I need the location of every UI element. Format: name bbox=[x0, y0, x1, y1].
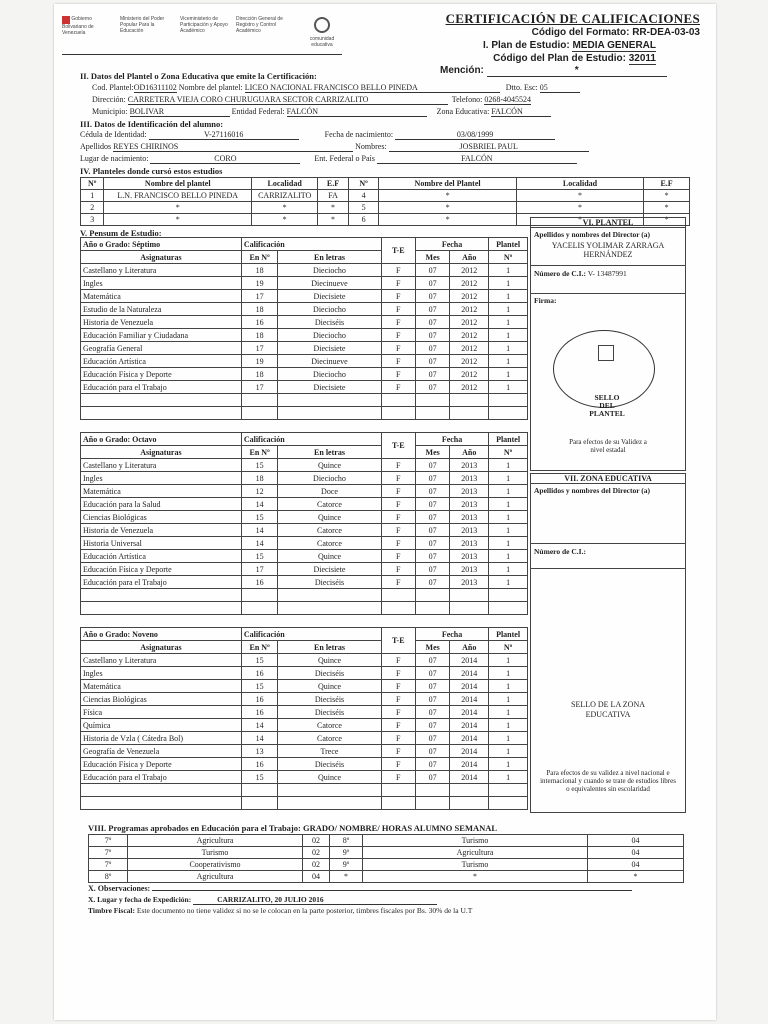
pensum-year-table bbox=[80, 237, 528, 420]
table-row: Química 14 Catorce F 07 2014 1 bbox=[81, 719, 528, 732]
pensum-subheader-row: Asignaturas En Nº En letras Mes Año Nº bbox=[81, 446, 528, 459]
zona-validez: Para efectos de su validez a nivel nacional e internacional y cuando se trate de estudios libres o equivalentes sin escolaridad bbox=[540, 769, 676, 793]
plantel-line-1: Cod. Plantel:OD16311102 Nombre del plantel: LICEO NACIONAL FRANCISCO BELLO PINEDA Dtto. Esc: 05 bbox=[92, 83, 580, 93]
section-plantel: II. Datos del Plantel o Zona Educativa que emite la Certificación: bbox=[80, 71, 317, 81]
plantel-box bbox=[530, 217, 686, 471]
table-row: Castellano y Literatura 15 Quince F 07 2013 1 bbox=[81, 459, 528, 472]
table-row: Ciencias Biológicas 15 Quince F 07 2013 1 bbox=[81, 511, 528, 524]
plantel-box-title: VI. PLANTEL bbox=[531, 218, 685, 228]
plantel-line-3: Municipio: BOLIVAR Entidad Federal: FALCÓN Zona Educativa: FALCÓN bbox=[92, 107, 551, 117]
alumno-line-3: Lugar de nacimiento: CORO Ent. Federal o País FALCÓN bbox=[80, 154, 577, 164]
table-row: Educación Artística 19 Diecinueve F 07 2012 1 bbox=[81, 355, 528, 368]
table-row: 7º Cooperativismo 02 9º Turismo 04 bbox=[89, 859, 684, 871]
plantel-firma-label: Firma: bbox=[531, 293, 685, 307]
empty-row bbox=[81, 784, 528, 797]
plantel-director-name: YACELIS YOLIMAR ZARRAGA HERNÁNDEZ bbox=[551, 241, 665, 259]
table-row: Estudio de la Naturaleza 18 Dieciocho F 07 2012 1 bbox=[81, 303, 528, 316]
header-logos bbox=[62, 12, 342, 52]
zona-box-title: VII. ZONA EDUCATIVA bbox=[531, 474, 685, 484]
plantel-director-label: Apellidos y nombres del Director (a) bbox=[534, 230, 651, 239]
pensum-subheader-row: Asignaturas En Nº En letras Mes Año Nº bbox=[81, 251, 528, 264]
year-label: Año o Grado: Séptimo bbox=[81, 238, 242, 251]
pensum-year-table bbox=[80, 432, 528, 615]
table-row: Educación Física y Deporte 17 Diecisiete F 07 2013 1 bbox=[81, 563, 528, 576]
certificate-page bbox=[54, 4, 716, 1020]
empty-row bbox=[81, 797, 528, 810]
timbre-fiscal: Timbre Fiscal: Este documento no tiene validez si no se le colocan en la parte posterior, timbres fiscales por Bs. 30% de la U.T bbox=[88, 906, 473, 915]
table-row: Ingles 16 Dieciséis F 07 2014 1 bbox=[81, 667, 528, 680]
codigo-plan: Código del Plan de Estudio: 32011 bbox=[493, 53, 656, 64]
empty-row bbox=[81, 394, 528, 407]
table-row: Historia Universal 14 Catorce F 07 2013 1 bbox=[81, 537, 528, 550]
table-row: Ciencias Biológicas 16 Dieciséis F 07 2014 1 bbox=[81, 693, 528, 706]
year-label: Año o Grado: Noveno bbox=[81, 628, 242, 641]
comunidad-icon bbox=[313, 16, 331, 34]
table-row: 1 L.N. FRANCISCO BELLO PINEDA CARRIZALITO FA 4 * * * bbox=[81, 190, 690, 202]
section-programas: VIII. Programas aprobados en Educación para el Trabajo: GRADO/ NOMBRE/ HORAS ALUMNO SEMANAL bbox=[88, 823, 498, 833]
codigo-formato: Código del Formato: RR-DEA-03-03 bbox=[531, 27, 700, 38]
table-row: 8º Agricultura 04 * * * bbox=[89, 871, 684, 883]
section-alumno: III. Datos de Identificación del alumno: bbox=[80, 119, 224, 129]
logo-comunidad: comunidad educativa bbox=[302, 16, 342, 48]
table-row: Geografía de Venezuela 13 Trece F 07 2014 1 bbox=[81, 745, 528, 758]
document-title: CERTIFICACIÓN DE CALIFICACIONES bbox=[445, 11, 700, 26]
table-row: Educación para la Salud 14 Catorce F 07 2013 1 bbox=[81, 498, 528, 511]
logo-ministerio: Ministerio del Poder Popular Para la Educación bbox=[120, 16, 165, 34]
pensum-year-table bbox=[80, 627, 528, 810]
zona-director-label: Apellidos y nombres del Director (a) bbox=[534, 486, 651, 495]
table-row: Educación para el Trabajo 17 Diecisiete F 07 2012 1 bbox=[81, 381, 528, 394]
pensum-header-row: Año o Grado: Octavo Calificación T-E Fecha Plantel bbox=[81, 433, 528, 446]
planteles-header-row: Nº Nombre del plantel Localidad E.F Nº Nombre del Plantel Localidad E.F bbox=[81, 178, 690, 190]
table-row: 7º Agricultura 02 8º Turismo 04 bbox=[89, 835, 684, 847]
plan-estudio: I. Plan de Estudio: MEDIA GENERAL bbox=[483, 40, 656, 51]
empty-row bbox=[81, 407, 528, 420]
plantel-validez: Para efectos de su Validez a nivel estadal bbox=[569, 438, 647, 454]
empty-row bbox=[81, 602, 528, 615]
table-row: 7º Turismo 02 9º Agricultura 04 bbox=[89, 847, 684, 859]
pensum-subheader-row: Asignaturas En Nº En letras Mes Año Nº bbox=[81, 641, 528, 654]
section-planteles: IV. Planteles donde cursó estos estudios bbox=[80, 166, 223, 176]
plantel-ci: Número de C.I.: V- 13487991 bbox=[531, 265, 685, 281]
table-row: Historia de Vzla ( Cátedra Bol) 14 Catorce F 07 2014 1 bbox=[81, 732, 528, 745]
lugar-fecha: X. Lugar y fecha de Expedición: CARRIZALITO, 20 JULIO 2016 bbox=[88, 895, 437, 905]
alumno-line-1: Cédula de Identidad: V-27116016 Fecha de nacimiento: 03/08/1999 bbox=[80, 130, 555, 140]
table-row: Geografía General 17 Diecisiete F 07 2012 1 bbox=[81, 342, 528, 355]
alumno-line-2: Apellidos REYES CHIRINOS Nombres: JOSBRIEL PAUL bbox=[80, 142, 589, 152]
logo-gobierno: Gobierno Bolivariano de Venezuela bbox=[62, 16, 94, 36]
section-pensum: V. Pensum de Estudio: bbox=[80, 228, 162, 238]
pensum-header-row: Año o Grado: Séptimo Calificación T-E Fecha Plantel bbox=[81, 238, 528, 251]
zona-box bbox=[530, 473, 686, 813]
year-label: Año o Grado: Octavo bbox=[81, 433, 242, 446]
table-row: Educación Artística 15 Quince F 07 2013 1 bbox=[81, 550, 528, 563]
table-row: 3 * * * 6 * * * bbox=[81, 214, 690, 226]
table-row: Física 16 Dieciséis F 07 2014 1 bbox=[81, 706, 528, 719]
pensum-header-row: Año o Grado: Noveno Calificación T-E Fecha Plantel bbox=[81, 628, 528, 641]
table-row: Castellano y Literatura 18 Dieciocho F 07 2012 1 bbox=[81, 264, 528, 277]
seal-emblem-icon bbox=[598, 345, 614, 361]
table-row: Castellano y Literatura 15 Quince F 07 2014 1 bbox=[81, 654, 528, 667]
table-row: Educación para el Trabajo 15 Quince F 07 2014 1 bbox=[81, 771, 528, 784]
mencion: Mención: * bbox=[440, 65, 700, 77]
observaciones: X. Observaciones: bbox=[88, 884, 684, 893]
logo-direccion: Dirección General de Registro y Control Académico bbox=[236, 16, 283, 34]
plantel-seal-label: SELLO DEL PLANTEL bbox=[589, 393, 625, 418]
table-row: Historia de Venezuela 16 Dieciséis F 07 2012 1 bbox=[81, 316, 528, 329]
table-row: Matemática 12 Doce F 07 2013 1 bbox=[81, 485, 528, 498]
table-row: Educación Física y Deporte 16 Dieciséis F 07 2014 1 bbox=[81, 758, 528, 771]
empty-row bbox=[81, 589, 528, 602]
programas-table bbox=[88, 834, 684, 883]
table-row: Ingles 19 Diecinueve F 07 2012 1 bbox=[81, 277, 528, 290]
logo-viceministerio: Viceministerio de Participación y Apoyo Académico bbox=[180, 16, 228, 34]
table-row: Educación Familiar y Ciudadana 18 Dieciocho F 07 2012 1 bbox=[81, 329, 528, 342]
table-row: Historia de Venezuela 14 Catorce F 07 2013 1 bbox=[81, 524, 528, 537]
zona-seal-label: SELLO DE LA ZONA EDUCATIVA bbox=[571, 700, 645, 719]
zona-ci-label: Número de C.I.: bbox=[531, 543, 685, 569]
pensum-tables bbox=[80, 237, 528, 810]
table-row: 2 * * * 5 * * * bbox=[81, 202, 690, 214]
table-row: Matemática 15 Quince F 07 2014 1 bbox=[81, 680, 528, 693]
table-row: Educación para el Trabajo 16 Dieciséis F 07 2013 1 bbox=[81, 576, 528, 589]
table-row: Matemática 17 Diecisiete F 07 2012 1 bbox=[81, 290, 528, 303]
plantel-line-2: Dirección: CARRETERA VIEJA CORO CHURUGUARA SECTOR CARRIZALITO Telefono: 0268-4045524 bbox=[92, 95, 531, 104]
table-row: Ingles 18 Dieciocho F 07 2013 1 bbox=[81, 472, 528, 485]
table-row: Educación Física y Deporte 18 Dieciocho F 07 2012 1 bbox=[81, 368, 528, 381]
